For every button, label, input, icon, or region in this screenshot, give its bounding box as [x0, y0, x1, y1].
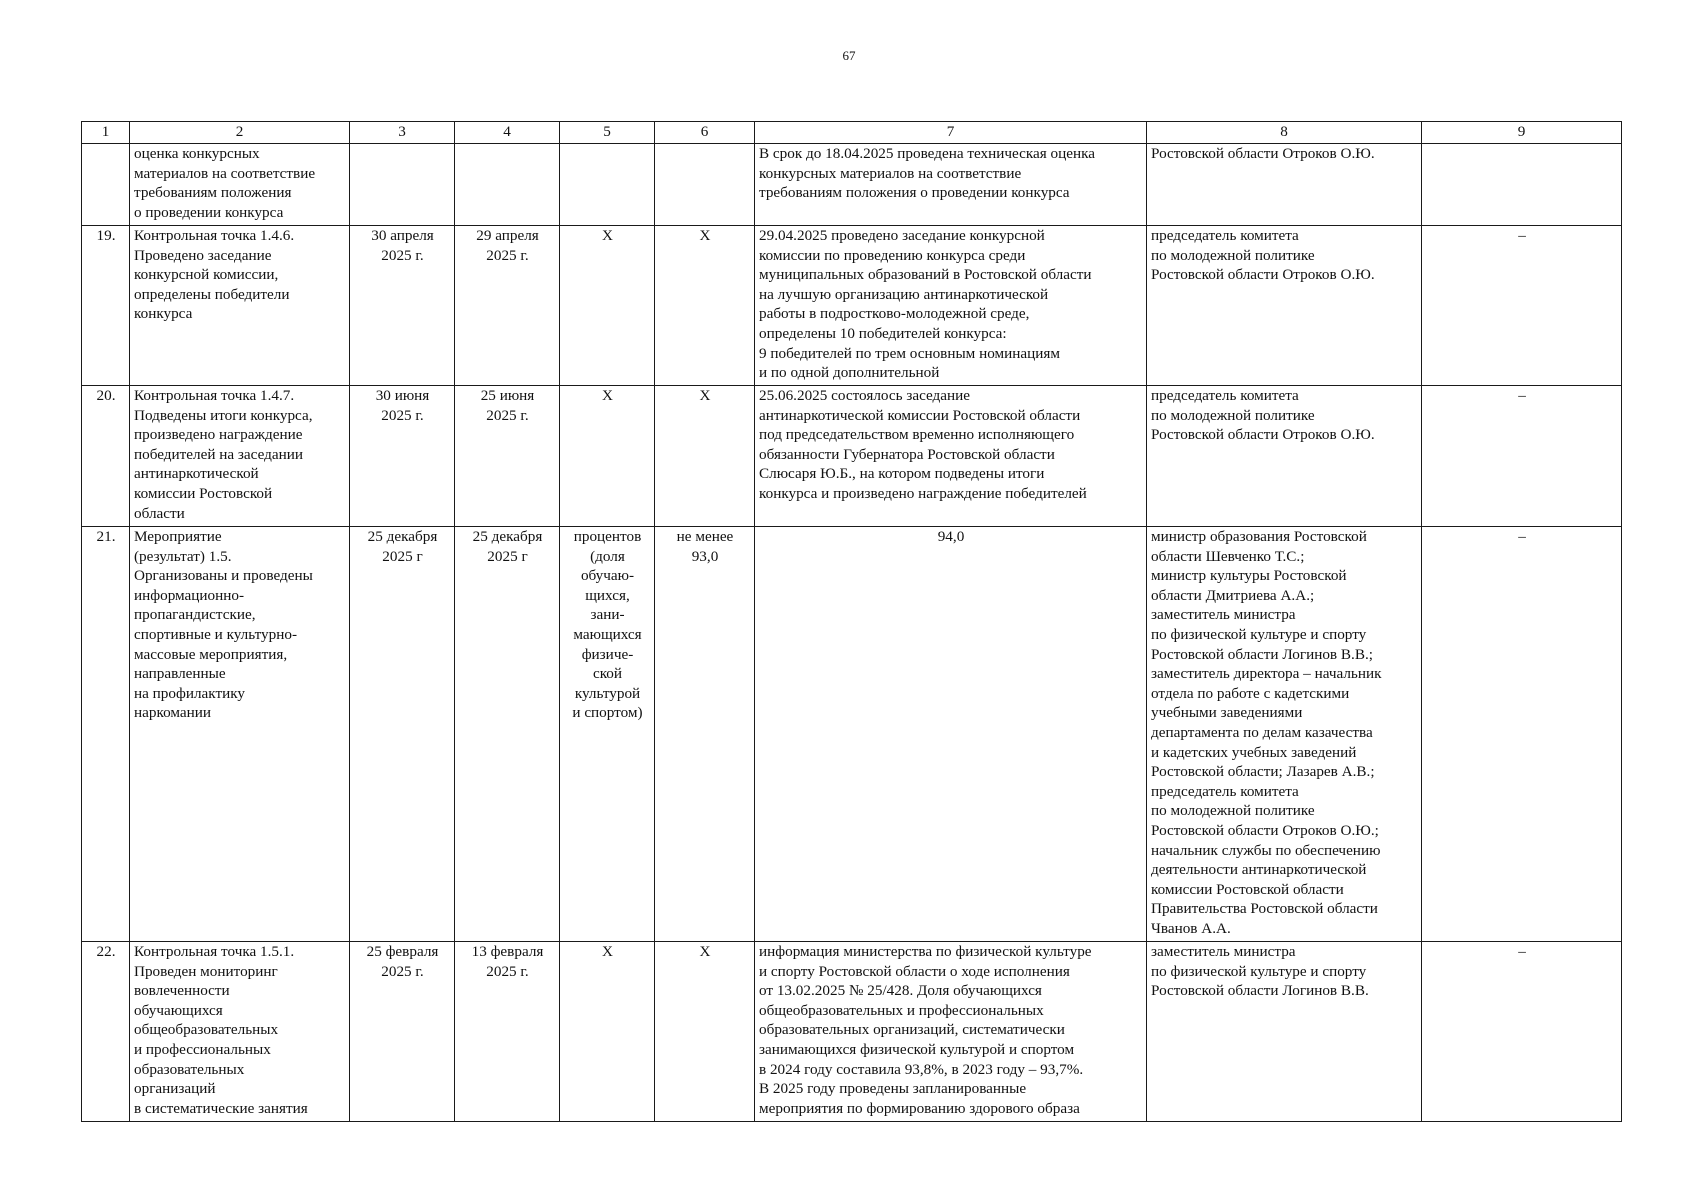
responsible: [1147, 226, 1422, 386]
row-number-text: 22.: [96, 943, 116, 960]
header-col-8: 8: [1147, 122, 1422, 144]
description: [755, 144, 1147, 226]
unit-text: X: [602, 943, 613, 960]
description: [755, 386, 1147, 527]
planned-date: [350, 527, 455, 942]
note: [1422, 386, 1622, 527]
description: [755, 226, 1147, 386]
item-name-text: Мероприятие (результат) 1.5. Организованы и проведены информационно- пропагандистские, спортивные и культурно- массовые мероприятия, направленные на профилактику наркомании: [134, 528, 313, 722]
planned-date: [350, 386, 455, 527]
note: [1422, 144, 1622, 226]
plan-value-text: X: [699, 387, 711, 404]
planned-date: [350, 942, 455, 1122]
row-number: [82, 386, 130, 527]
responsible-text: Ростовской области Отроков О.Ю.: [1151, 145, 1375, 162]
header-col-5: 5: [560, 122, 655, 144]
note-text: –: [1518, 528, 1526, 545]
planned-date-text: 25 декабря 2025 г: [367, 528, 438, 565]
planned-date-text: 30 апреля 2025 г.: [371, 227, 434, 264]
note: [1422, 527, 1622, 942]
actual-date-text: 13 февраля 2025 г.: [471, 943, 544, 980]
header-col-1: 1: [82, 122, 130, 144]
planned-date: [350, 144, 455, 226]
plan-value-text: не менее 93,0: [676, 528, 734, 565]
plan-value-text: X: [699, 227, 711, 244]
item-name: [130, 144, 350, 226]
responsible-text: министр образования Ростовской области Шевченко Т.С.; министр культуры Ростовской области Дмитриева А.А.; заместитель министра по физической культуре и спорту Ростовской области Логинов В.В.; заместитель директора – начальник отдела по работе с кадетскими учебными заведениями департамента по делам казачества и кадетских учебных заведений Ростовской области; Лазарев А.В.; председатель комитета по молодежной политике Ростовской области Отроков О.Ю.; начальник службы по обеспечению деятельности антинаркотической комиссии Ростовской области Правительства Ростовской области Чванов А.А.: [1151, 528, 1382, 937]
report-table: [81, 121, 1622, 1122]
actual-date: [455, 527, 560, 942]
row-number-text: 19.: [96, 227, 116, 244]
note-text: –: [1518, 227, 1526, 244]
plan-value: [655, 527, 755, 942]
note: [1422, 226, 1622, 386]
unit: [560, 386, 655, 527]
row-number-text: 20.: [96, 387, 116, 404]
table-row: [82, 527, 1622, 942]
actual-date-text: 25 июня 2025 г.: [480, 387, 535, 424]
description-text: 25.06.2025 состоялось заседание антинаркотической комиссии Ростовской области под председательством временно исполняющего обязанности Губернатора Ростовской области Слюсаря Ю.Б., на котором подведены итоги конкурса и произведено награждение победителей: [759, 387, 1087, 502]
actual-date: [455, 386, 560, 527]
item-name-text: Контрольная точка 1.5.1. Проведен мониторинг вовлеченности обучающихся общеобразовательных и профессиональных образовательных организаций в систематические занятия: [134, 943, 308, 1117]
responsible-text: председатель комитета по молодежной политике Ростовской области Отроков О.Ю.: [1151, 227, 1375, 284]
plan-value: [655, 386, 755, 527]
header-col-2: 2: [130, 122, 350, 144]
unit-text: X: [602, 387, 613, 404]
header-col-3: 3: [350, 122, 455, 144]
planned-date-text: 25 февраля 2025 г.: [366, 943, 439, 980]
row-number-text: 21.: [96, 528, 116, 545]
item-name: [130, 226, 350, 386]
description: [755, 527, 1147, 942]
header-col-6: 6: [655, 122, 755, 144]
plan-value: [655, 942, 755, 1122]
actual-date-text: 29 апреля 2025 г.: [476, 227, 539, 264]
row-number: [82, 226, 130, 386]
row-number: [82, 942, 130, 1122]
actual-date: [455, 226, 560, 386]
responsible: [1147, 144, 1422, 226]
description-text: информация министерства по физической культуре и спорту Ростовской области о ходе исполнения от 13.02.2025 № 25/428. Доля обучающихся общеобразовательных и профессиональных образовательных организаций, систематически занимающихся физической культурой и спортом в 2024 году составила 93,8%, в 2023 году – 93,7%. В 2025 году проведены запланированные мероприятия по формированию здорового образа: [759, 943, 1092, 1117]
description: [755, 942, 1147, 1122]
table-row: [82, 226, 1622, 386]
header-col-9: 9: [1422, 122, 1622, 144]
responsible: [1147, 942, 1422, 1122]
note-text: –: [1518, 943, 1526, 960]
header-col-4: 4: [455, 122, 560, 144]
table-row: [82, 144, 1622, 226]
plan-value: [655, 226, 755, 386]
item-name-text: Контрольная точка 1.4.6. Проведено заседание конкурсной комиссии, определены победители конкурса: [134, 227, 295, 323]
plan-value-text: X: [699, 943, 711, 960]
unit: [560, 226, 655, 386]
description-text: 94,0: [937, 528, 965, 545]
unit-text: процентов (доля обучаю- щихся, зани- мающихся физиче- ской культурой и спортом): [572, 528, 643, 722]
row-number: [82, 144, 130, 226]
item-name: [130, 386, 350, 527]
planned-date: [350, 226, 455, 386]
actual-date-text: 25 декабря 2025 г: [472, 528, 543, 565]
item-name: [130, 527, 350, 942]
page-number: 67: [842, 48, 856, 63]
unit-text: X: [602, 227, 613, 244]
unit: [560, 527, 655, 942]
responsible-text: заместитель министра по физической культуре и спорту Ростовской области Логинов В.В.: [1151, 943, 1369, 1000]
responsible-text: председатель комитета по молодежной политике Ростовской области Отроков О.Ю.: [1151, 387, 1375, 444]
table-row: [82, 942, 1622, 1122]
description-text: В срок до 18.04.2025 проведена техническая оценка конкурсных материалов на соответствие требованиям положения о проведении конкурса: [759, 145, 1096, 202]
responsible: [1147, 386, 1422, 527]
responsible: [1147, 527, 1422, 942]
item-name-text: оценка конкурсных материалов на соответствие требованиям положения о проведении конкурса: [134, 145, 316, 221]
unit: [560, 942, 655, 1122]
table-row: [82, 386, 1622, 527]
item-name-text: Контрольная точка 1.4.7. Подведены итоги конкурса, произведено награждение победителей на заседании антинаркотической комиссии Ростовской области: [134, 387, 313, 522]
actual-date: [455, 144, 560, 226]
actual-date: [455, 942, 560, 1122]
note-text: –: [1518, 387, 1526, 404]
plan-value: [655, 144, 755, 226]
item-name: [130, 942, 350, 1122]
row-number: [82, 527, 130, 942]
unit: [560, 144, 655, 226]
header-col-7: 7: [755, 122, 1147, 144]
planned-date-text: 30 июня 2025 г.: [375, 387, 430, 424]
table-header-row: [82, 122, 1622, 144]
note: [1422, 942, 1622, 1122]
description-text: 29.04.2025 проведено заседание конкурсной комиссии по проведению конкурса среди муниципальных образований в Ростовской области на лучшую организацию антинаркотической работы в подростково-молодежной среде, определены 10 победителей конкурса: 9 победителей по трем основным номинациям и по одной дополнительной: [759, 227, 1092, 382]
